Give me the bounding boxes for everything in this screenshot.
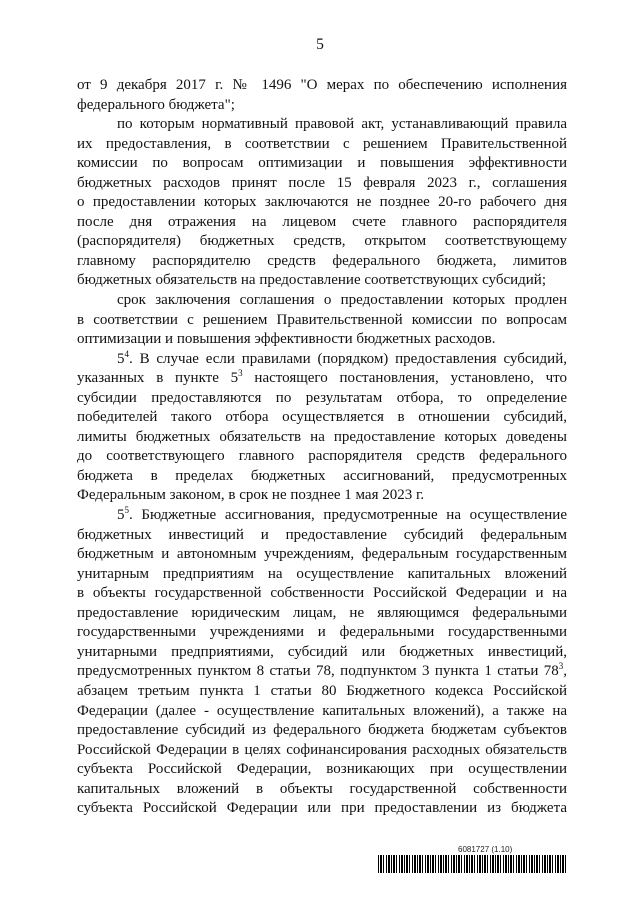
text-line: субъекта Российской Федерации или при предоставлении из бюджета bbox=[77, 800, 567, 817]
text-line: лимиты бюджетных обязательств на предоставление которых доведены bbox=[77, 428, 567, 445]
text-fragment: предусмотренных пунктом 8 статьи 78, подпунктом 3 пункта 1 статьи 78 bbox=[77, 663, 559, 680]
text-line: от 9 декабря 2017 г. № 1496 "О мерах по обеспечению исполнения bbox=[77, 77, 567, 93]
text-line: комиссии по вопросам оптимизации и повышения эффективности bbox=[77, 155, 567, 172]
text-line bbox=[77, 369, 567, 389]
text-line: по которым нормативный правовой акт, устанавливающий правила bbox=[117, 116, 567, 133]
superscript: 5 bbox=[124, 505, 129, 516]
text-line: бюджета в пределах бюджетных ассигнований, предусмотренных bbox=[77, 467, 567, 484]
text-fragment: настоящего постановления, установлено, что bbox=[242, 370, 567, 387]
text-line: Федеральным законом, в срок не позднее 1 мая 2023 г. bbox=[77, 487, 425, 504]
text-line: до соответствующего главного распорядителя средств федерального bbox=[77, 448, 567, 465]
text-fragment: указанных в пункте 5 bbox=[77, 370, 239, 387]
text-line: бюджетных инвестиций и предоставление субсидий федеральным bbox=[77, 526, 567, 543]
text-line: Федерации (далее - осуществление капитальных вложений), а также на bbox=[77, 702, 567, 719]
text-line: бюджетным и автономным учреждениям, федеральным государственным bbox=[77, 546, 567, 563]
text-fragment: . В случае если правилами (порядком) предоставления субсидий, bbox=[129, 350, 567, 367]
page-number: 5 bbox=[316, 36, 324, 53]
superscript: 3 bbox=[558, 661, 564, 672]
text-line: унитарным предприятиям на осуществление капитальных вложений bbox=[77, 565, 567, 582]
text-line: их предоставления, в соответствии с решением Правительственной bbox=[77, 135, 567, 152]
text-fragment: , bbox=[563, 663, 567, 680]
text-line: капитальных вложений в объекты государственной собственности bbox=[77, 780, 567, 797]
text-line: государственными учреждениями и федеральными государственными bbox=[77, 624, 567, 641]
text-line bbox=[77, 350, 567, 370]
text-line: субъекта Российской Федерации, возникающих при осуществлении bbox=[77, 761, 567, 778]
text-line: Российской Федерации в целях софинансирования расходных обязательств bbox=[77, 741, 567, 758]
text-line: унитарными предприятиями, субсидий или бюджетных инвестиций, bbox=[77, 643, 567, 660]
text-line: срок заключения соглашения о предоставлении которых продлен bbox=[117, 292, 567, 309]
text-line: после дня отражения на лицевом счете главного распорядителя bbox=[77, 213, 567, 230]
text-line bbox=[77, 662, 567, 682]
text-fragment: 5 bbox=[117, 350, 125, 367]
superscript: 3 bbox=[238, 368, 243, 379]
text-line: (распорядителя) бюджетных средств, открытом соответствующему bbox=[77, 233, 567, 250]
text-line: федерального бюджета"; bbox=[77, 96, 235, 113]
text-line: в соответствии с решением Правительственной комиссии по вопросам bbox=[77, 311, 567, 328]
text-line: победителей такого отбора осуществляется в отношении субсидий, bbox=[77, 409, 567, 426]
barcode-label: 6081727 (1.10) bbox=[458, 845, 513, 854]
text-line bbox=[77, 506, 567, 526]
barcode bbox=[378, 855, 568, 873]
text-line: о предоставлении которых заключаются не позднее 20-го рабочего дня bbox=[77, 194, 567, 211]
text-fragment: 5 bbox=[117, 507, 125, 524]
text-line: главному распорядителю средств федерального бюджета, лимитов bbox=[77, 252, 567, 269]
superscript: 4 bbox=[124, 348, 129, 359]
text-line: предоставление субсидий из федерального бюджета бюджетам субъектов bbox=[77, 722, 567, 739]
text-line: предоставление юридическим лицам, не являющимся федеральными bbox=[77, 604, 567, 621]
text-line: бюджетных обязательств на предоставление соответствующих субсидий; bbox=[77, 272, 547, 289]
document-body bbox=[77, 76, 567, 819]
text-line: оптимизации и повышения эффективности бюджетных расходов. bbox=[77, 331, 496, 348]
text-line: абзацем третьим пункта 1 статьи 80 Бюджетного кодекса Российской bbox=[77, 682, 567, 699]
text-line: в объекты государственной собственности Российской Федерации и на bbox=[77, 585, 567, 602]
text-line: бюджетных расходов принят после 15 февраля 2023 г., соглашения bbox=[77, 174, 567, 191]
text-line: субсидии предоставляются по результатам отбора, то определение bbox=[77, 389, 567, 406]
text-fragment: . Бюджетные ассигнования, предусмотренные на осуществление bbox=[129, 507, 567, 524]
